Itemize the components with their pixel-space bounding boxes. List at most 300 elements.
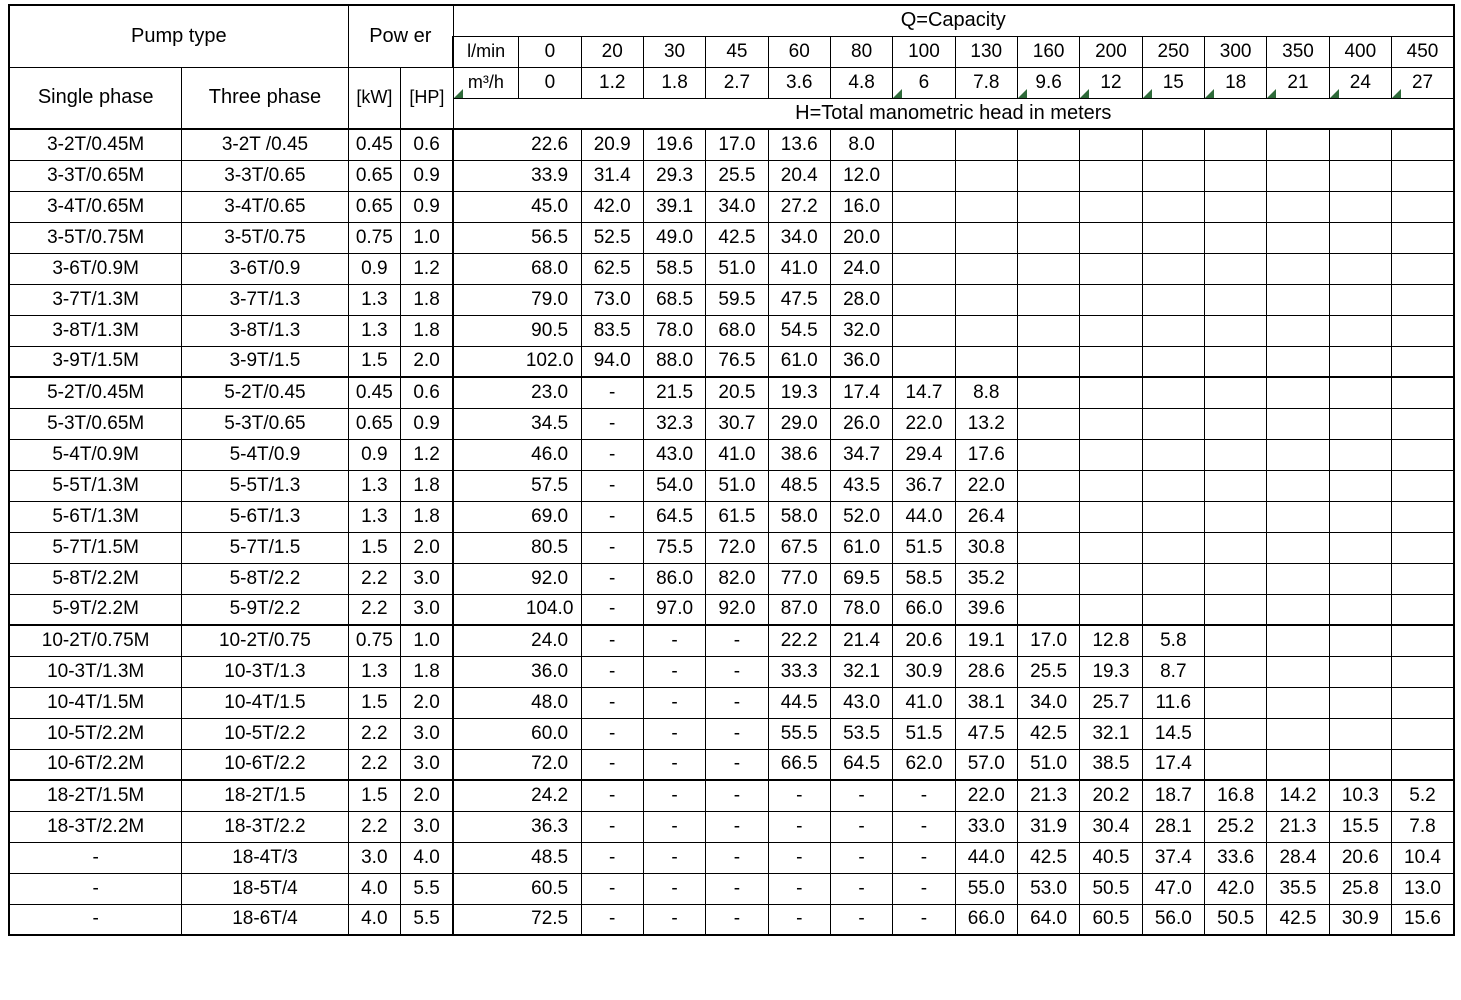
cell-head-q20: -	[581, 563, 643, 594]
table-row	[9, 842, 1454, 873]
cell-head-q30: -	[643, 780, 705, 811]
header-row-1	[9, 5, 1454, 36]
cell-head-q60: -	[768, 780, 830, 811]
cell-head-q300	[1204, 129, 1266, 160]
cell-head-q400	[1329, 749, 1391, 780]
cell-head-q20: -	[581, 780, 643, 811]
table-row	[9, 253, 1454, 284]
cell-head-q30: -	[643, 749, 705, 780]
cell-head-q160: 17.0	[1017, 625, 1079, 656]
cell-head-q400	[1329, 687, 1391, 718]
header-unit-m3h: m³/h	[453, 67, 519, 98]
cell-head-q160	[1017, 129, 1079, 160]
cell-single-phase: 5-5T/1.3M	[9, 470, 182, 501]
header-m3h-24: 24	[1329, 67, 1391, 98]
cell-head-q160	[1017, 563, 1079, 594]
cell-single-phase: 3-5T/0.75M	[9, 222, 182, 253]
cell-head-q450: 5.2	[1392, 780, 1454, 811]
cell-head-q250	[1142, 129, 1204, 160]
cell-head-q160	[1017, 160, 1079, 191]
cell-three-phase: 18-3T/2.2	[182, 811, 348, 842]
cell-unit-spacer	[453, 563, 519, 594]
cell-head-q45: 51.0	[706, 253, 768, 284]
cell-head-q130: 30.8	[955, 532, 1017, 563]
table-row	[9, 687, 1454, 718]
cell-head-q45: -	[706, 718, 768, 749]
cell-power-hp: 3.0	[401, 563, 454, 594]
cell-head-q60: 87.0	[768, 594, 830, 625]
cell-head-q250	[1142, 408, 1204, 439]
cell-head-q350: 42.5	[1267, 904, 1329, 935]
cell-head-q400	[1329, 408, 1391, 439]
cell-head-q130	[955, 315, 1017, 346]
cell-head-q80: 12.0	[830, 160, 892, 191]
cell-head-q300	[1204, 656, 1266, 687]
cell-power-kw: 2.2	[348, 594, 401, 625]
cell-head-q200: 38.5	[1080, 749, 1142, 780]
cell-unit-spacer	[453, 470, 519, 501]
cell-head-q45: 72.0	[706, 532, 768, 563]
header-single-phase: Single phase	[9, 67, 182, 129]
cell-head-q80: 32.0	[830, 315, 892, 346]
cell-single-phase: 3-6T/0.9M	[9, 253, 182, 284]
cell-head-q130: 47.5	[955, 718, 1017, 749]
cell-power-hp: 5.5	[401, 873, 454, 904]
cell-head-q0: 46.0	[519, 439, 581, 470]
cell-head-q80: 52.0	[830, 501, 892, 532]
cell-head-q200	[1080, 501, 1142, 532]
cell-head-q0: 23.0	[519, 377, 581, 408]
cell-head-q30: 58.5	[643, 253, 705, 284]
cell-power-kw: 0.45	[348, 377, 401, 408]
cell-head-q100	[893, 346, 955, 377]
cell-head-q80: -	[830, 780, 892, 811]
cell-head-q0: 24.0	[519, 625, 581, 656]
cell-unit-spacer	[453, 780, 519, 811]
cell-head-q0: 56.5	[519, 222, 581, 253]
cell-three-phase: 3-5T/0.75	[182, 222, 348, 253]
cell-head-q45: 17.0	[706, 129, 768, 160]
cell-three-phase: 10-2T/0.75	[182, 625, 348, 656]
cell-head-q100	[893, 191, 955, 222]
cell-head-q250: 14.5	[1142, 718, 1204, 749]
cell-single-phase: 5-6T/1.3M	[9, 501, 182, 532]
cell-head-q450	[1392, 625, 1454, 656]
cell-head-q20: 83.5	[581, 315, 643, 346]
cell-head-q130	[955, 191, 1017, 222]
cell-head-q400	[1329, 315, 1391, 346]
cell-power-kw: 2.2	[348, 749, 401, 780]
cell-head-q300	[1204, 687, 1266, 718]
cell-head-q30: -	[643, 873, 705, 904]
cell-head-q450	[1392, 191, 1454, 222]
table-row	[9, 222, 1454, 253]
cell-three-phase: 5-6T/1.3	[182, 501, 348, 532]
cell-head-q400	[1329, 191, 1391, 222]
cell-head-q450	[1392, 160, 1454, 191]
cell-head-q200	[1080, 377, 1142, 408]
cell-three-phase: 18-5T/4	[182, 873, 348, 904]
cell-head-q160	[1017, 346, 1079, 377]
cell-head-q350	[1267, 749, 1329, 780]
cell-head-q80: -	[830, 873, 892, 904]
cell-head-q80: 78.0	[830, 594, 892, 625]
cell-head-q160: 31.9	[1017, 811, 1079, 842]
cell-head-q45: 68.0	[706, 315, 768, 346]
pump-performance-table	[8, 4, 1455, 936]
cell-head-q45: 61.5	[706, 501, 768, 532]
cell-head-q160	[1017, 222, 1079, 253]
cell-head-q250	[1142, 377, 1204, 408]
cell-head-q300	[1204, 191, 1266, 222]
cell-head-q60: -	[768, 904, 830, 935]
cell-head-q20: -	[581, 408, 643, 439]
cell-power-kw: 1.5	[348, 687, 401, 718]
cell-power-hp: 1.2	[401, 253, 454, 284]
header-lmin-160: 160	[1017, 36, 1079, 67]
cell-head-q60: -	[768, 811, 830, 842]
cell-head-q30: -	[643, 656, 705, 687]
cell-head-q350	[1267, 532, 1329, 563]
cell-head-q400	[1329, 532, 1391, 563]
cell-power-hp: 4.0	[401, 842, 454, 873]
cell-head-q250: 8.7	[1142, 656, 1204, 687]
cell-three-phase: 5-4T/0.9	[182, 439, 348, 470]
cell-unit-spacer	[453, 408, 519, 439]
cell-power-kw: 1.3	[348, 284, 401, 315]
cell-head-q100: -	[893, 842, 955, 873]
cell-head-q80: 43.5	[830, 470, 892, 501]
cell-single-phase: -	[9, 842, 182, 873]
cell-head-q160: 34.0	[1017, 687, 1079, 718]
cell-single-phase: 3-2T/0.45M	[9, 129, 182, 160]
cell-head-q400	[1329, 377, 1391, 408]
cell-head-q20: -	[581, 904, 643, 935]
cell-head-q250	[1142, 439, 1204, 470]
cell-single-phase: -	[9, 873, 182, 904]
cell-single-phase: 5-3T/0.65M	[9, 408, 182, 439]
cell-head-q60: 47.5	[768, 284, 830, 315]
header-lmin-30: 30	[643, 36, 705, 67]
cell-three-phase: 18-6T/4	[182, 904, 348, 935]
cell-head-q160	[1017, 377, 1079, 408]
cell-head-q30: 39.1	[643, 191, 705, 222]
cell-head-q350	[1267, 284, 1329, 315]
cell-power-kw: 2.2	[348, 811, 401, 842]
header-m3h-6: 6	[893, 67, 955, 98]
cell-head-q450	[1392, 718, 1454, 749]
cell-head-q130	[955, 129, 1017, 160]
cell-head-q30: -	[643, 718, 705, 749]
cell-head-q100: -	[893, 780, 955, 811]
cell-power-hp: 5.5	[401, 904, 454, 935]
cell-head-q350	[1267, 501, 1329, 532]
cell-head-q300: 25.2	[1204, 811, 1266, 842]
cell-power-kw: 0.45	[348, 129, 401, 160]
cell-head-q160	[1017, 532, 1079, 563]
cell-head-q20: -	[581, 501, 643, 532]
cell-head-q130	[955, 253, 1017, 284]
cell-head-q400	[1329, 253, 1391, 284]
cell-three-phase: 18-2T/1.5	[182, 780, 348, 811]
cell-head-q20: 31.4	[581, 160, 643, 191]
cell-head-q100: 36.7	[893, 470, 955, 501]
cell-head-q30: -	[643, 625, 705, 656]
cell-head-q350	[1267, 625, 1329, 656]
cell-head-q45: -	[706, 656, 768, 687]
cell-three-phase: 3-8T/1.3	[182, 315, 348, 346]
cell-head-q130: 39.6	[955, 594, 1017, 625]
cell-head-q200	[1080, 346, 1142, 377]
cell-head-q80: 24.0	[830, 253, 892, 284]
cell-unit-spacer	[453, 842, 519, 873]
cell-head-q100: 44.0	[893, 501, 955, 532]
table-row	[9, 780, 1454, 811]
cell-three-phase: 3-7T/1.3	[182, 284, 348, 315]
cell-head-q60: 54.5	[768, 315, 830, 346]
cell-head-q300	[1204, 408, 1266, 439]
table-row	[9, 625, 1454, 656]
header-m3h-1_8: 1.8	[643, 67, 705, 98]
cell-head-q300: 33.6	[1204, 842, 1266, 873]
cell-unit-spacer	[453, 656, 519, 687]
cell-head-q350	[1267, 718, 1329, 749]
cell-head-q250	[1142, 222, 1204, 253]
cell-power-kw: 1.3	[348, 501, 401, 532]
cell-head-q350	[1267, 253, 1329, 284]
cell-head-q80: 26.0	[830, 408, 892, 439]
cell-head-q100	[893, 315, 955, 346]
cell-head-q100: 29.4	[893, 439, 955, 470]
cell-power-kw: 0.9	[348, 439, 401, 470]
cell-unit-spacer	[453, 811, 519, 842]
cell-head-q200: 60.5	[1080, 904, 1142, 935]
cell-head-q60: 29.0	[768, 408, 830, 439]
cell-head-q20: -	[581, 377, 643, 408]
cell-head-q45: -	[706, 687, 768, 718]
cell-head-q130: 26.4	[955, 501, 1017, 532]
cell-head-q130: 35.2	[955, 563, 1017, 594]
table-row	[9, 718, 1454, 749]
cell-power-kw: 0.65	[348, 160, 401, 191]
cell-head-q300: 50.5	[1204, 904, 1266, 935]
cell-head-q300: 16.8	[1204, 780, 1266, 811]
cell-head-q250	[1142, 346, 1204, 377]
cell-three-phase: 5-9T/2.2	[182, 594, 348, 625]
cell-head-q350	[1267, 129, 1329, 160]
cell-head-q200: 25.7	[1080, 687, 1142, 718]
cell-head-q45: 59.5	[706, 284, 768, 315]
cell-head-q130	[955, 222, 1017, 253]
cell-power-hp: 1.0	[401, 625, 454, 656]
cell-head-q300	[1204, 377, 1266, 408]
cell-single-phase: 18-3T/2.2M	[9, 811, 182, 842]
header-m3h-1_2: 1.2	[581, 67, 643, 98]
cell-three-phase: 5-7T/1.5	[182, 532, 348, 563]
cell-power-hp: 0.9	[401, 408, 454, 439]
cell-head-q30: -	[643, 811, 705, 842]
header-pump-type: Pump type	[9, 5, 348, 67]
table-row	[9, 315, 1454, 346]
header-m3h-9_6: 9.6	[1017, 67, 1079, 98]
cell-head-q30: 19.6	[643, 129, 705, 160]
cell-single-phase: 5-8T/2.2M	[9, 563, 182, 594]
cell-single-phase: 3-4T/0.65M	[9, 191, 182, 222]
header-m3h-18: 18	[1204, 67, 1266, 98]
cell-power-kw: 1.3	[348, 315, 401, 346]
header-m3h-3_6: 3.6	[768, 67, 830, 98]
cell-three-phase: 18-4T/3	[182, 842, 348, 873]
cell-head-q450	[1392, 129, 1454, 160]
cell-head-q450	[1392, 408, 1454, 439]
cell-head-q130: 22.0	[955, 470, 1017, 501]
table-row	[9, 377, 1454, 408]
cell-single-phase: 5-7T/1.5M	[9, 532, 182, 563]
cell-head-q80: -	[830, 842, 892, 873]
table-row	[9, 594, 1454, 625]
cell-head-q60: 20.4	[768, 160, 830, 191]
cell-head-q0: 36.3	[519, 811, 581, 842]
cell-head-q100: 62.0	[893, 749, 955, 780]
cell-head-q20: -	[581, 594, 643, 625]
cell-head-q250	[1142, 284, 1204, 315]
cell-head-q130: 44.0	[955, 842, 1017, 873]
header-m3h-0: 0	[519, 67, 581, 98]
cell-head-q160: 51.0	[1017, 749, 1079, 780]
cell-head-q60: -	[768, 873, 830, 904]
cell-single-phase: 5-9T/2.2M	[9, 594, 182, 625]
cell-head-q350	[1267, 439, 1329, 470]
cell-head-q250	[1142, 253, 1204, 284]
table-row	[9, 501, 1454, 532]
cell-head-q80: 43.0	[830, 687, 892, 718]
cell-head-q350	[1267, 470, 1329, 501]
cell-head-q200	[1080, 470, 1142, 501]
cell-power-kw: 0.9	[348, 253, 401, 284]
cell-head-q30: 49.0	[643, 222, 705, 253]
cell-head-q350	[1267, 346, 1329, 377]
cell-head-q45: -	[706, 780, 768, 811]
cell-single-phase: -	[9, 904, 182, 935]
cell-power-hp: 2.0	[401, 687, 454, 718]
cell-single-phase: 3-7T/1.3M	[9, 284, 182, 315]
cell-unit-spacer	[453, 501, 519, 532]
cell-head-q45: 51.0	[706, 470, 768, 501]
cell-head-q80: 28.0	[830, 284, 892, 315]
cell-head-q0: 79.0	[519, 284, 581, 315]
cell-head-q45: -	[706, 873, 768, 904]
cell-head-q200: 12.8	[1080, 625, 1142, 656]
cell-head-q60: 33.3	[768, 656, 830, 687]
cell-head-q400: 15.5	[1329, 811, 1391, 842]
cell-head-q100: 30.9	[893, 656, 955, 687]
cell-head-q200	[1080, 563, 1142, 594]
cell-head-q200	[1080, 439, 1142, 470]
cell-head-q0: 48.0	[519, 687, 581, 718]
cell-head-q100: 58.5	[893, 563, 955, 594]
cell-unit-spacer	[453, 904, 519, 935]
cell-head-q0: 60.5	[519, 873, 581, 904]
cell-head-q0: 60.0	[519, 718, 581, 749]
header-m3h-12: 12	[1080, 67, 1142, 98]
cell-head-q80: 61.0	[830, 532, 892, 563]
header-lmin-100: 100	[893, 36, 955, 67]
cell-unit-spacer	[453, 315, 519, 346]
table-row	[9, 563, 1454, 594]
cell-unit-spacer	[453, 377, 519, 408]
cell-head-q30: -	[643, 687, 705, 718]
cell-head-q300	[1204, 315, 1266, 346]
cell-power-kw: 2.2	[348, 563, 401, 594]
cell-head-q200	[1080, 253, 1142, 284]
cell-head-q60: 34.0	[768, 222, 830, 253]
cell-head-q20: 94.0	[581, 346, 643, 377]
cell-head-q160: 42.5	[1017, 718, 1079, 749]
cell-head-q350: 35.5	[1267, 873, 1329, 904]
cell-head-q200	[1080, 594, 1142, 625]
cell-head-q450	[1392, 346, 1454, 377]
cell-head-q300	[1204, 160, 1266, 191]
cell-head-q350	[1267, 563, 1329, 594]
table-body	[9, 129, 1454, 935]
header-capacity: Q=Capacity	[453, 5, 1454, 36]
cell-unit-spacer	[453, 439, 519, 470]
cell-head-q450	[1392, 222, 1454, 253]
cell-power-hp: 1.8	[401, 656, 454, 687]
cell-head-q400: 10.3	[1329, 780, 1391, 811]
cell-head-q250: 47.0	[1142, 873, 1204, 904]
cell-head-q0: 34.5	[519, 408, 581, 439]
header-three-phase: Three phase	[182, 67, 348, 129]
cell-head-q400: 30.9	[1329, 904, 1391, 935]
cell-unit-spacer	[453, 222, 519, 253]
cell-head-q80: 53.5	[830, 718, 892, 749]
cell-head-q130	[955, 160, 1017, 191]
cell-head-q450	[1392, 749, 1454, 780]
cell-head-q130: 8.8	[955, 377, 1017, 408]
cell-head-q80: -	[830, 811, 892, 842]
cell-head-q20: 62.5	[581, 253, 643, 284]
cell-single-phase: 5-4T/0.9M	[9, 439, 182, 470]
cell-power-hp: 3.0	[401, 594, 454, 625]
cell-power-hp: 2.0	[401, 780, 454, 811]
cell-unit-spacer	[453, 749, 519, 780]
cell-single-phase: 10-5T/2.2M	[9, 718, 182, 749]
cell-head-q160: 42.5	[1017, 842, 1079, 873]
cell-head-q350	[1267, 160, 1329, 191]
cell-head-q300	[1204, 470, 1266, 501]
cell-head-q400	[1329, 346, 1391, 377]
cell-head-q200: 50.5	[1080, 873, 1142, 904]
cell-head-q130: 57.0	[955, 749, 1017, 780]
cell-head-q60: 41.0	[768, 253, 830, 284]
cell-head-q160: 25.5	[1017, 656, 1079, 687]
cell-head-q130: 28.6	[955, 656, 1017, 687]
cell-head-q300: 42.0	[1204, 873, 1266, 904]
cell-head-q250: 11.6	[1142, 687, 1204, 718]
cell-head-q80: 69.5	[830, 563, 892, 594]
cell-head-q0: 68.0	[519, 253, 581, 284]
cell-head-q30: 75.5	[643, 532, 705, 563]
cell-head-q160: 53.0	[1017, 873, 1079, 904]
cell-head-q200	[1080, 191, 1142, 222]
cell-head-q100	[893, 129, 955, 160]
header-hp: [HP]	[401, 67, 454, 129]
cell-head-q250	[1142, 315, 1204, 346]
cell-head-q250	[1142, 563, 1204, 594]
cell-head-q45: -	[706, 625, 768, 656]
cell-three-phase: 5-5T/1.3	[182, 470, 348, 501]
